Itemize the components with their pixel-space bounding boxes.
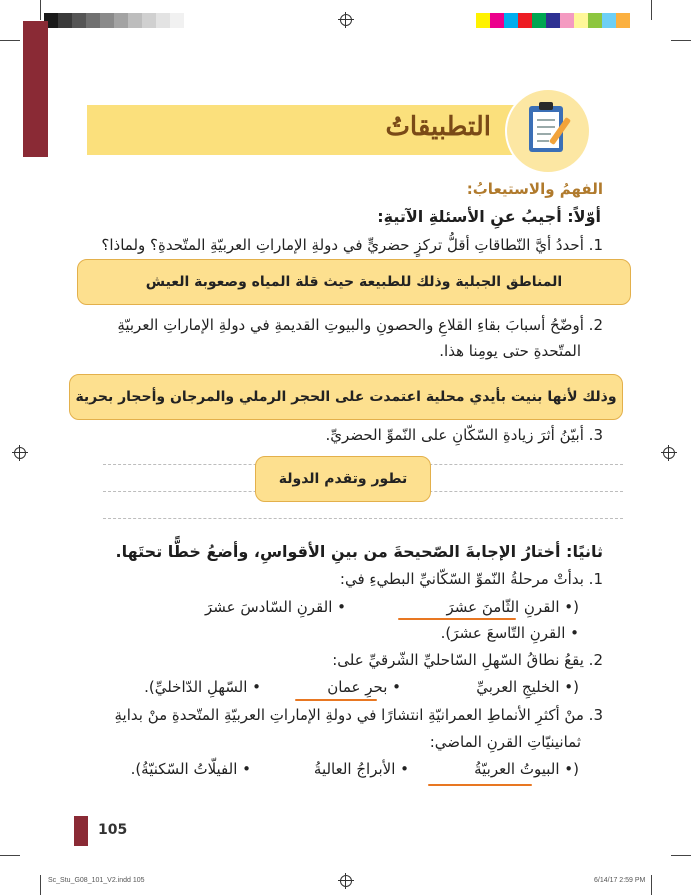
mcq-1-option-c[interactable]: • القرنِ التّاسعَ عشرَ). xyxy=(440,624,579,642)
crop-mark xyxy=(651,875,652,895)
mcq-3-stem-cont: ثمانينيّاتِ القرنِ الماضي: xyxy=(429,733,581,751)
crop-mark xyxy=(671,40,691,41)
question-number: 1. xyxy=(588,236,603,254)
mcq-2-option-b[interactable]: • بحرِ عمان xyxy=(327,678,401,696)
answer-underline xyxy=(295,699,377,701)
registration-mark-bottom xyxy=(340,875,352,887)
question-body: يقعُ نطاقُ السّهلِ السّاحليِّ الشّرقيِّ على: xyxy=(332,651,584,669)
crop-mark xyxy=(651,0,652,20)
question-number: 1. xyxy=(588,570,603,588)
mcq-3-option-a[interactable]: (• البيوتُ العربيّةُ xyxy=(474,760,579,778)
question-body: أوضّحُ أسبابَ بقاءِ القلاعِ والحصونِ والبيوتِ القديمةِ في دولةِ الإماراتِ العربيّةِ xyxy=(117,316,584,334)
part2-heading: ثانيًا: أختارُ الإجابةَ الصّحيحةَ من بينِ الأقواسِ، وأضعُ خطًّا تحتَها. xyxy=(115,542,603,561)
question-number: 2. xyxy=(588,316,603,334)
question-body: منْ أكثرِ الأنماطِ العمرانيّةِ انتشارًا في دولةِ الإماراتِ العربيّةِ المتّحدةِ منْ بدايةِ xyxy=(114,706,584,724)
mcq-2-option-a[interactable]: (• الخليجِ العربيِّ xyxy=(476,678,579,696)
question-2-text xyxy=(117,316,603,334)
answer-underline xyxy=(398,618,516,620)
question-2-text-cont: المتّحدةِ حتى يومِنا هذا. xyxy=(439,342,581,360)
mcq-1-option-a[interactable]: (• القرنِ الثّامنَ عشرَ xyxy=(446,598,579,616)
crop-mark xyxy=(671,855,691,856)
part1-heading: أوّلاً: أجيبُ عنِ الأسئلةِ الآتيةِ: xyxy=(377,207,601,226)
section-subtitle: الفهمُ والاستيعابُ: xyxy=(466,180,603,198)
question-number: 3. xyxy=(588,426,603,444)
crop-mark xyxy=(40,875,41,895)
crop-mark xyxy=(40,0,41,20)
answer-underline xyxy=(428,784,532,786)
mcq-3-option-c[interactable]: • الفيلّاتُ السّكنيّةُ). xyxy=(130,760,251,778)
question-3-text xyxy=(326,426,603,444)
mcq-2-option-c[interactable]: • السّهلِ الدّاخليِّ). xyxy=(144,678,261,696)
print-date: 6/14/17 2:59 PM xyxy=(594,877,646,884)
answer-line xyxy=(103,518,623,519)
page-number-bar xyxy=(74,816,88,846)
question-body: أبيّنُ أثرَ زيادةِ السّكّانِ على النّموِّ الحضريِّ. xyxy=(325,426,584,444)
question-1-text xyxy=(101,236,603,254)
registration-mark-right xyxy=(663,447,675,459)
crop-mark xyxy=(0,855,20,856)
answer-box-2[interactable]: وذلك لأنها بنيت بأيدي محلية اعتمدت على الحجر الرملي والمرجان وأحجار بحرية xyxy=(69,374,623,420)
mcq-1-stem xyxy=(340,570,603,588)
answer-box-1[interactable]: المناطق الجبلية وذلك للطبيعة حيث قلة المياه وصعوبة العيش xyxy=(77,259,631,305)
crop-mark xyxy=(0,40,20,41)
file-slug: Sc_Stu_G08_101_V2.indd 105 xyxy=(48,877,145,884)
question-body: أحددُ أيَّ النّطاقاتِ أقلُّ تركزٍ حضريٍّ في دولةِ الإماراتِ العربيّةِ المتّحدةِ؟ ولماذا؟ xyxy=(101,236,584,254)
clipboard-icon xyxy=(505,88,591,174)
mcq-1-option-b[interactable]: • القرنِ السّادسَ عشرَ xyxy=(204,598,346,616)
answer-box-3[interactable]: تطور وتقدم الدولة xyxy=(255,456,431,502)
side-accent-bar xyxy=(23,21,48,157)
mcq-2-stem xyxy=(332,651,603,669)
mcq-3-stem xyxy=(115,706,604,724)
registration-mark-top xyxy=(340,14,352,26)
question-body: بدأتْ مرحلةُ النّموِّ السّكّانيِّ البطيءِ في: xyxy=(339,570,584,588)
page-number: 105 xyxy=(98,822,128,838)
registration-mark-left xyxy=(14,447,26,459)
question-number: 3. xyxy=(588,706,603,724)
question-number: 2. xyxy=(588,651,603,669)
page-title: التطبيقاتُ xyxy=(385,112,491,142)
mcq-3-option-b[interactable]: • الأبراجُ العاليةُ xyxy=(313,760,409,778)
